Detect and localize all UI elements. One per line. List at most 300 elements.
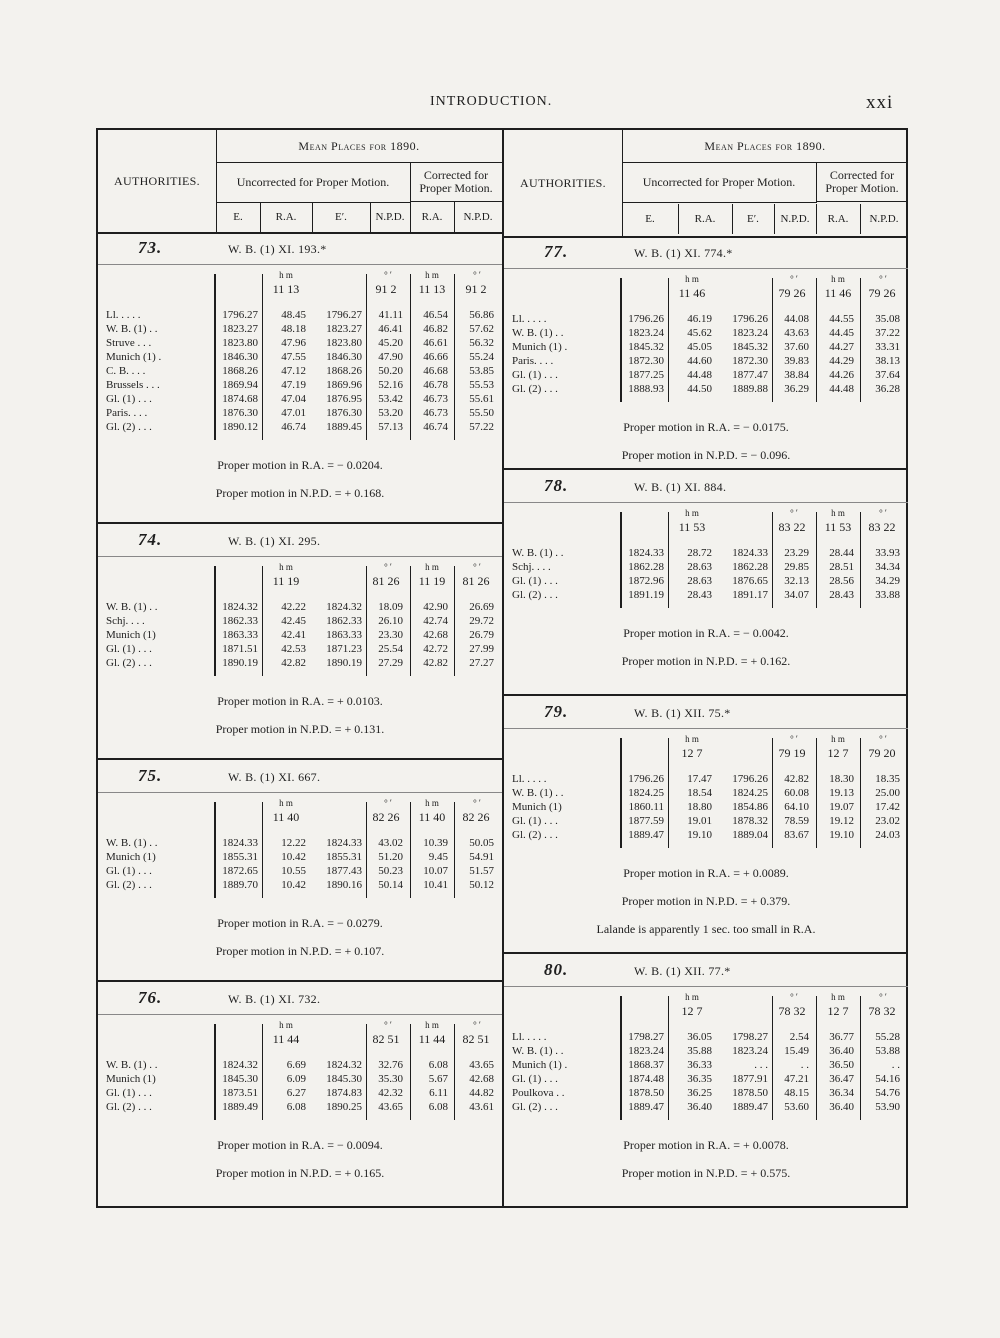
cell-npd: 42.82: [784, 773, 809, 785]
unit-label: h m: [279, 270, 293, 280]
cell-ra: 19.01: [687, 815, 712, 827]
unit-label: ° ′: [790, 274, 798, 284]
column-rule: [454, 274, 455, 440]
cell-ra2: 46.61: [423, 337, 448, 349]
cell-npd2: 56.86: [469, 309, 494, 321]
cell-ra2: 19.12: [829, 815, 854, 827]
observation-row: [504, 546, 908, 560]
cell-e2: 1877.91: [732, 1073, 768, 1085]
block-heading: [98, 524, 502, 557]
cell-npd2: 33.31: [875, 341, 900, 353]
observation-row: [98, 364, 502, 378]
unit-label: 82 26: [372, 810, 400, 824]
column-rule: [410, 1024, 411, 1120]
proper-motion-ra: Proper motion in R.A. = − 0.0042.: [623, 626, 789, 640]
cell-ra2: 36.40: [829, 1045, 854, 1057]
cell-ra2: 19.07: [829, 801, 854, 813]
column-rule: [214, 566, 216, 676]
cell-e: 1889.47: [628, 829, 664, 841]
cell-ra: 48.45: [281, 309, 306, 321]
cell-ra: 6.08: [286, 1101, 306, 1113]
cell-npd2: 43.61: [469, 1101, 494, 1113]
cell-e: 1855.31: [222, 851, 258, 863]
cell-npd: 38.84: [784, 369, 809, 381]
cell-ra: 47.96: [281, 337, 306, 349]
cell-ra2: 10.39: [423, 837, 448, 849]
cell-npd2: 36.28: [875, 383, 900, 395]
column-rule: [410, 802, 411, 898]
cell-e: 1872.96: [628, 575, 664, 587]
authority: Ll. . . . .: [106, 309, 141, 321]
column-rule: [262, 802, 263, 898]
cell-e2: 1823.27: [326, 323, 362, 335]
cell-ra: 18.80: [687, 801, 712, 813]
block-heading: [504, 954, 908, 987]
unit-label: 11 19: [418, 574, 446, 588]
footnote: Lalande is apparently 1 sec. too small in R.A.: [596, 922, 816, 936]
cell-npd2: 25.00: [875, 787, 900, 799]
cell-npd: 44.08: [784, 313, 809, 325]
cell-npd2: 33.88: [875, 589, 900, 601]
cell-ra2: 46.54: [423, 309, 448, 321]
unit-label: 12 7: [681, 746, 703, 760]
cell-e2: 1891.17: [732, 589, 768, 601]
authority: Paris. . . .: [106, 407, 148, 419]
cell-ra: 19.10: [687, 829, 712, 841]
cell-e2: 1798.27: [732, 1031, 768, 1043]
cell-npd: 53.42: [378, 393, 403, 405]
observation-row: [98, 392, 502, 406]
cell-npd: 52.16: [378, 379, 403, 391]
cell-e2: 1823.24: [732, 1045, 768, 1057]
cell-e2: 1889.47: [732, 1101, 768, 1113]
cell-ra: 42.45: [281, 615, 306, 627]
cell-ra: 10.42: [281, 879, 306, 891]
column-rule: [620, 512, 622, 608]
cell-npd: 51.20: [378, 851, 403, 863]
unit-label: h m: [425, 1020, 439, 1030]
cell-ra2: 42.82: [423, 657, 448, 669]
cell-npd2: 23.02: [875, 815, 900, 827]
unit-label: 78 32: [778, 1004, 806, 1018]
cell-npd2: 17.42: [875, 801, 900, 813]
col-npd-heading: N.P.D.: [370, 202, 411, 232]
authority: Schj. . . .: [106, 615, 145, 627]
cell-e2: 1823.80: [326, 337, 362, 349]
cell-npd2: 37.22: [875, 327, 900, 339]
cell-e: 1824.25: [628, 787, 664, 799]
cell-npd2: 24.03: [875, 829, 900, 841]
observation-row: [98, 1072, 502, 1086]
unit-header-row: [504, 992, 908, 1026]
cell-npd: 78.59: [784, 815, 809, 827]
observation-row: [504, 828, 908, 842]
unit-label: ° ′: [790, 992, 798, 1002]
cell-npd: 29.85: [784, 561, 809, 573]
running-head: [0, 92, 1000, 116]
column-rule: [262, 1024, 263, 1120]
cell-npd: 43.02: [378, 837, 403, 849]
col-e-heading: E.: [216, 202, 261, 232]
uncorrected-heading: Uncorrected for Proper Motion.: [622, 162, 817, 203]
authority: Paris. . . .: [512, 355, 554, 367]
cell-npd: 32.13: [784, 575, 809, 587]
corrected-heading: Corrected for Proper Motion.: [816, 162, 908, 202]
block-heading: [98, 982, 502, 1015]
cell-ra: 42.82: [281, 657, 306, 669]
cell-npd2: 50.05: [469, 837, 494, 849]
unit-label: h m: [425, 270, 439, 280]
cell-npd2: 33.93: [875, 547, 900, 559]
uncorrected-heading: Uncorrected for Proper Motion.: [216, 162, 411, 203]
unit-label: ° ′: [790, 734, 798, 744]
cell-ra2: 18.30: [829, 773, 854, 785]
authority: W. B. (1) . .: [512, 327, 564, 339]
observation-row: [504, 340, 908, 354]
authority: Gl. (1) . . .: [512, 369, 558, 381]
unit-label: 11 40: [272, 810, 300, 824]
cell-npd: 34.07: [784, 589, 809, 601]
cell-ra: 17.47: [687, 773, 712, 785]
unit-label: ° ′: [473, 562, 481, 572]
cell-e: 1869.94: [222, 379, 258, 391]
unit-label: h m: [831, 992, 845, 1002]
cell-e2: 1890.19: [326, 657, 362, 669]
observation-row: [504, 368, 908, 382]
observation-row: [98, 378, 502, 392]
star-block-73: [98, 232, 502, 524]
cell-npd2: 43.65: [469, 1059, 494, 1071]
proper-motion-npd: Proper motion in N.P.D. = + 0.165.: [215, 1166, 385, 1180]
column-rule: [816, 738, 817, 848]
unit-label: ° ′: [384, 798, 392, 808]
unit-label: 11 44: [418, 1032, 446, 1046]
observation-row: [504, 382, 908, 396]
left-column: [98, 130, 502, 1206]
column-rule: [816, 278, 817, 402]
observation-row: [98, 308, 502, 322]
cell-npd: 46.41: [378, 323, 403, 335]
proper-motion-npd: Proper motion in N.P.D. = + 0.168.: [215, 486, 385, 500]
observation-row: [98, 406, 502, 420]
cell-ra: 28.72: [687, 547, 712, 559]
authority: W. B. (1) . .: [106, 837, 158, 849]
observation-row: [504, 800, 908, 814]
cell-e2: 1878.50: [732, 1087, 768, 1099]
unit-label: h m: [425, 798, 439, 808]
proper-motion-npd: Proper motion in N.P.D. = − 0.096.: [621, 448, 791, 462]
cell-ra2: 28.44: [829, 547, 854, 559]
cell-e: 1824.33: [628, 547, 664, 559]
star-designation: W. B. (1) XI. 774.*: [634, 246, 733, 260]
column-rule: [620, 278, 622, 402]
cell-npd2: 53.88: [875, 1045, 900, 1057]
observation-row: [98, 642, 502, 656]
column-rule: [454, 802, 455, 898]
authority: Gl. (1) . . .: [106, 393, 152, 405]
cell-e: 1890.19: [222, 657, 258, 669]
unit-label: 82 51: [462, 1032, 490, 1046]
star-designation: W. B. (1) XI. 667.: [228, 770, 321, 784]
cell-ra2: 44.55: [829, 313, 854, 325]
cell-npd2: . .: [891, 1059, 900, 1071]
authority: Gl. (1) . . .: [106, 643, 152, 655]
unit-label: 82 51: [372, 1032, 400, 1046]
unit-label: 79 26: [868, 286, 896, 300]
cell-npd: 83.67: [784, 829, 809, 841]
cell-e: 1823.27: [222, 323, 258, 335]
cell-npd2: 53.85: [469, 365, 494, 377]
column-rule: [772, 512, 773, 608]
observation-row: [98, 850, 502, 864]
cell-e2: 1869.96: [326, 379, 362, 391]
cell-ra2: 44.27: [829, 341, 854, 353]
col-npd-heading: N.P.D.: [774, 204, 817, 234]
authority: W. B. (1) . .: [512, 787, 564, 799]
unit-header-row: [504, 274, 908, 308]
star-designation: W. B. (1) XI. 732.: [228, 992, 321, 1006]
block-heading: [504, 236, 908, 269]
cell-ra2: 46.73: [423, 407, 448, 419]
cell-e2: 1872.30: [732, 355, 768, 367]
cell-npd2: 56.32: [469, 337, 494, 349]
star-designation: W. B. (1) XI. 884.: [634, 480, 727, 494]
unit-label: 83 22: [778, 520, 806, 534]
observation-row: [98, 600, 502, 614]
cell-ra2: 36.50: [829, 1059, 854, 1071]
cell-ra: 47.12: [281, 365, 306, 377]
cell-e: 1889.49: [222, 1101, 258, 1113]
unit-label: h m: [685, 274, 699, 284]
unit-label: ° ′: [879, 508, 887, 518]
cell-ra2: 46.78: [423, 379, 448, 391]
observation-row: [504, 326, 908, 340]
cell-ra2: 9.45: [428, 851, 448, 863]
star-block-77: [504, 236, 908, 470]
unit-header-row: [98, 1020, 502, 1054]
observation-row: [504, 574, 908, 588]
observation-row: [504, 588, 908, 602]
column-rule: [214, 274, 216, 440]
proper-motion-npd: Proper motion in N.P.D. = + 0.379.: [621, 894, 791, 908]
star-number: 80.: [544, 960, 569, 979]
cell-ra: 18.54: [687, 787, 712, 799]
cell-e: 1798.27: [628, 1031, 664, 1043]
column-rule: [366, 566, 367, 676]
cell-ra: 28.63: [687, 575, 712, 587]
observation-row: [504, 1086, 908, 1100]
authority: Gl. (1) . . .: [512, 575, 558, 587]
cell-ra2: 46.66: [423, 351, 448, 363]
cell-e: 1872.65: [222, 865, 258, 877]
cell-npd: 35.30: [378, 1073, 403, 1085]
star-block-76: [98, 982, 502, 1208]
authority: Munich (1) .: [512, 1059, 568, 1071]
unit-label: 11 46: [824, 286, 852, 300]
cell-e: 1878.50: [628, 1087, 664, 1099]
unit-label: h m: [685, 508, 699, 518]
col-npd2-heading: N.P.D.: [463, 211, 493, 223]
cell-e2: 1845.30: [326, 1073, 362, 1085]
unit-label: ° ′: [384, 1020, 392, 1030]
cell-npd: 2.54: [789, 1031, 809, 1043]
cell-e2: 1878.32: [732, 815, 768, 827]
cell-ra: 36.25: [687, 1087, 712, 1099]
column-rule: [772, 738, 773, 848]
cell-e2: 1889.04: [732, 829, 768, 841]
star-table: [96, 128, 908, 1208]
cell-e: 1823.80: [222, 337, 258, 349]
cell-npd2: 57.62: [469, 323, 494, 335]
cell-e2: 1889.88: [732, 383, 768, 395]
unit-label: ° ′: [384, 270, 392, 280]
cell-npd: . .: [800, 1059, 809, 1071]
column-rule: [668, 278, 669, 402]
unit-label: 79 20: [868, 746, 896, 760]
cell-npd: 57.13: [378, 421, 403, 433]
unit-label: 81 26: [372, 574, 400, 588]
cell-ra: 45.62: [687, 327, 712, 339]
cell-ra2: 36.47: [829, 1073, 854, 1085]
authority: Brussels . . .: [106, 379, 160, 391]
authority: Gl. (2) . . .: [512, 1101, 558, 1113]
cell-ra2: 44.29: [829, 355, 854, 367]
column-rule: [860, 996, 861, 1120]
proper-motion-npd: Proper motion in N.P.D. = + 0.575.: [621, 1166, 791, 1180]
cell-ra: 36.05: [687, 1031, 712, 1043]
star-number: 76.: [138, 988, 163, 1007]
proper-motion-npd: Proper motion in N.P.D. = + 0.162.: [621, 654, 791, 668]
star-number: 79.: [544, 702, 569, 721]
cell-ra: 36.33: [687, 1059, 712, 1071]
observation-row: [98, 836, 502, 850]
cell-npd2: 53.90: [875, 1101, 900, 1113]
block-heading: [98, 232, 502, 265]
column-rule: [772, 278, 773, 402]
star-block-74: [98, 524, 502, 760]
cell-npd: 23.29: [784, 547, 809, 559]
cell-e2: 1890.16: [326, 879, 362, 891]
cell-e2: 1876.30: [326, 407, 362, 419]
cell-e: 1796.27: [222, 309, 258, 321]
cell-npd: 39.83: [784, 355, 809, 367]
cell-npd2: 54.16: [875, 1073, 900, 1085]
cell-e: 1871.51: [222, 643, 258, 655]
authority: Gl. (2) . . .: [106, 421, 152, 433]
cell-ra2: 5.67: [428, 1073, 448, 1085]
block-heading: [504, 696, 908, 729]
cell-ra2: 19.10: [829, 829, 854, 841]
authority: Gl. (1) . . .: [106, 865, 152, 877]
col-e2-heading: E′.: [312, 202, 371, 232]
authority: Munich (1) .: [106, 351, 162, 363]
authority: Gl. (1) . . .: [512, 815, 558, 827]
cell-ra2: 46.74: [423, 421, 448, 433]
column-rule: [860, 738, 861, 848]
observation-row: [504, 560, 908, 574]
cell-e: 1823.24: [628, 1045, 664, 1057]
cell-npd: 18.09: [378, 601, 403, 613]
cell-npd: 25.54: [378, 643, 403, 655]
authority: Gl. (2) . . .: [512, 829, 558, 841]
cell-e: 1890.12: [222, 421, 258, 433]
cell-npd: 42.32: [378, 1087, 403, 1099]
cell-ra2: 28.56: [829, 575, 854, 587]
authority: Ll. . . . .: [512, 1031, 547, 1043]
observation-row: [504, 1100, 908, 1114]
cell-ra: 28.43: [687, 589, 712, 601]
cell-e: 1873.51: [222, 1087, 258, 1099]
unit-label: 12 7: [827, 1004, 849, 1018]
authority: W. B. (1) . .: [106, 323, 158, 335]
unit-label: 91 2: [375, 282, 397, 296]
cell-npd2: 55.28: [875, 1031, 900, 1043]
running-title: INTRODUCTION.: [430, 94, 553, 109]
col-e-heading: E.: [622, 204, 679, 234]
cell-npd2: 37.64: [875, 369, 900, 381]
cell-ra: 42.53: [281, 643, 306, 655]
cell-e: 1823.24: [628, 327, 664, 339]
cell-npd2: 27.27: [469, 657, 494, 669]
authority: Gl. (2) . . .: [106, 1101, 152, 1113]
cell-e2: 1823.24: [732, 327, 768, 339]
cell-e: 1862.28: [628, 561, 664, 573]
col-npd2-heading: N.P.D.: [869, 213, 899, 225]
observation-row: [98, 628, 502, 642]
cell-ra: 47.01: [281, 407, 306, 419]
cell-npd: 50.14: [378, 879, 403, 891]
unit-label: 82 26: [462, 810, 490, 824]
cell-npd2: 27.99: [469, 643, 494, 655]
unit-label: ° ′: [879, 274, 887, 284]
cell-npd: 50.23: [378, 865, 403, 877]
cell-ra: 45.05: [687, 341, 712, 353]
cell-npd2: 26.69: [469, 601, 494, 613]
unit-label: 79 26: [778, 286, 806, 300]
column-rule: [816, 996, 817, 1120]
cell-e: 1877.25: [628, 369, 664, 381]
authorities-heading: AUTHORITIES.: [98, 130, 217, 232]
unit-label: 91 2: [465, 282, 487, 296]
cell-npd2: 26.79: [469, 629, 494, 641]
proper-motion-ra: Proper motion in R.A. = − 0.0279.: [217, 916, 383, 930]
column-rule: [668, 996, 669, 1120]
cell-npd: 53.20: [378, 407, 403, 419]
authority: Munich (1): [106, 851, 156, 863]
proper-motion-ra: Proper motion in R.A. = + 0.0103.: [217, 694, 383, 708]
cell-npd2: 44.82: [469, 1087, 494, 1099]
column-rule: [454, 1024, 455, 1120]
cell-ra2: 42.72: [423, 643, 448, 655]
cell-e2: . . .: [754, 1059, 768, 1071]
cell-ra: 46.19: [687, 313, 712, 325]
authority: Munich (1): [106, 629, 156, 641]
column-rule: [860, 278, 861, 402]
column-rule: [410, 274, 411, 440]
cell-npd2: 54.91: [469, 851, 494, 863]
cell-npd2: 35.08: [875, 313, 900, 325]
unit-label: 11 13: [272, 282, 300, 296]
cell-e: 1888.93: [628, 383, 664, 395]
unit-label: h m: [279, 562, 293, 572]
column-rule: [366, 274, 367, 440]
cell-ra2: 10.41: [423, 879, 448, 891]
cell-e2: 1845.32: [732, 341, 768, 353]
proper-motion-ra: Proper motion in R.A. = − 0.0094.: [217, 1138, 383, 1152]
cell-npd: 50.20: [378, 365, 403, 377]
cell-e: 1877.59: [628, 815, 664, 827]
star-designation: W. B. (1) XII. 75.*: [634, 706, 731, 720]
